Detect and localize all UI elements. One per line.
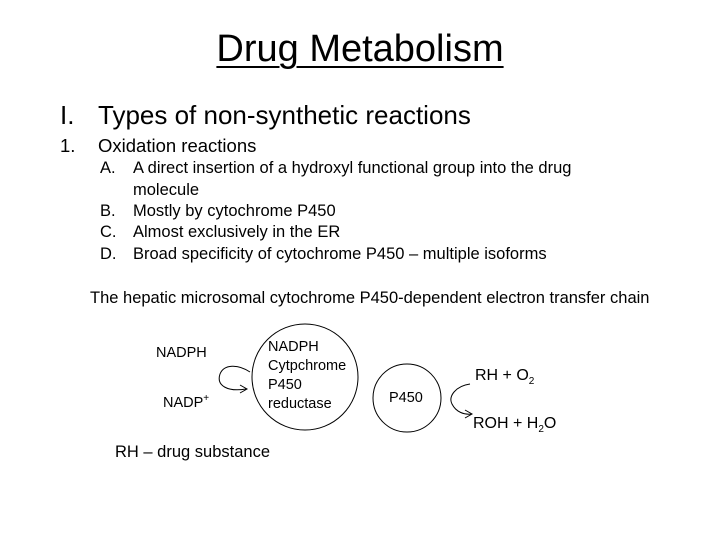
section-text: Types of non-synthetic reactions bbox=[98, 100, 471, 130]
list-item-letter: D. bbox=[100, 245, 117, 263]
list-item-text: A direct insertion of a hydroxyl functional group into the drug bbox=[133, 159, 572, 177]
substrate-arrowhead bbox=[465, 410, 472, 418]
nadp-label: NADP+ bbox=[163, 393, 210, 411]
slide-title: Drug Metabolism bbox=[216, 28, 504, 70]
list-item bbox=[100, 244, 547, 266]
nadph-label: NADPH bbox=[156, 345, 207, 361]
substrate-arrow bbox=[451, 384, 472, 414]
reductase-label: NADPH Cytpchrome P450 reductase bbox=[268, 339, 347, 412]
roh-h2o-label: ROH + $H_2O$ bbox=[473, 415, 557, 436]
diagram-description: The hepatic microsomal cytochrome P450-dependent electron transfer chain bbox=[90, 289, 650, 307]
subsection-heading bbox=[60, 135, 256, 157]
subsection-number: 1. bbox=[60, 135, 76, 156]
list-item bbox=[100, 201, 336, 223]
list-item-letter: A. bbox=[100, 159, 116, 177]
list-item-text: Almost exclusively in the ER bbox=[133, 223, 341, 241]
legend-text: RH – drug substance bbox=[115, 443, 271, 461]
nadph-arrowhead bbox=[240, 385, 247, 393]
section-number: I. bbox=[60, 100, 75, 130]
list-item-letter: B. bbox=[100, 202, 116, 220]
subsection-text: Oxidation reactions bbox=[98, 135, 257, 156]
list-item-continuation: molecule bbox=[133, 180, 200, 199]
p450-label: P450 bbox=[389, 390, 423, 406]
nadph-arrow bbox=[219, 366, 250, 390]
list-item bbox=[100, 222, 340, 244]
list-item bbox=[100, 158, 571, 201]
list-item-text: Broad specificity of cytochrome P450 – multiple isoforms bbox=[133, 245, 547, 263]
section-heading bbox=[60, 100, 471, 131]
rh-o2-label: RH + $O_2$ bbox=[475, 367, 535, 388]
list-item-letter: C. bbox=[100, 223, 117, 241]
list-item-text: Mostly by cytochrome P450 bbox=[133, 202, 336, 220]
